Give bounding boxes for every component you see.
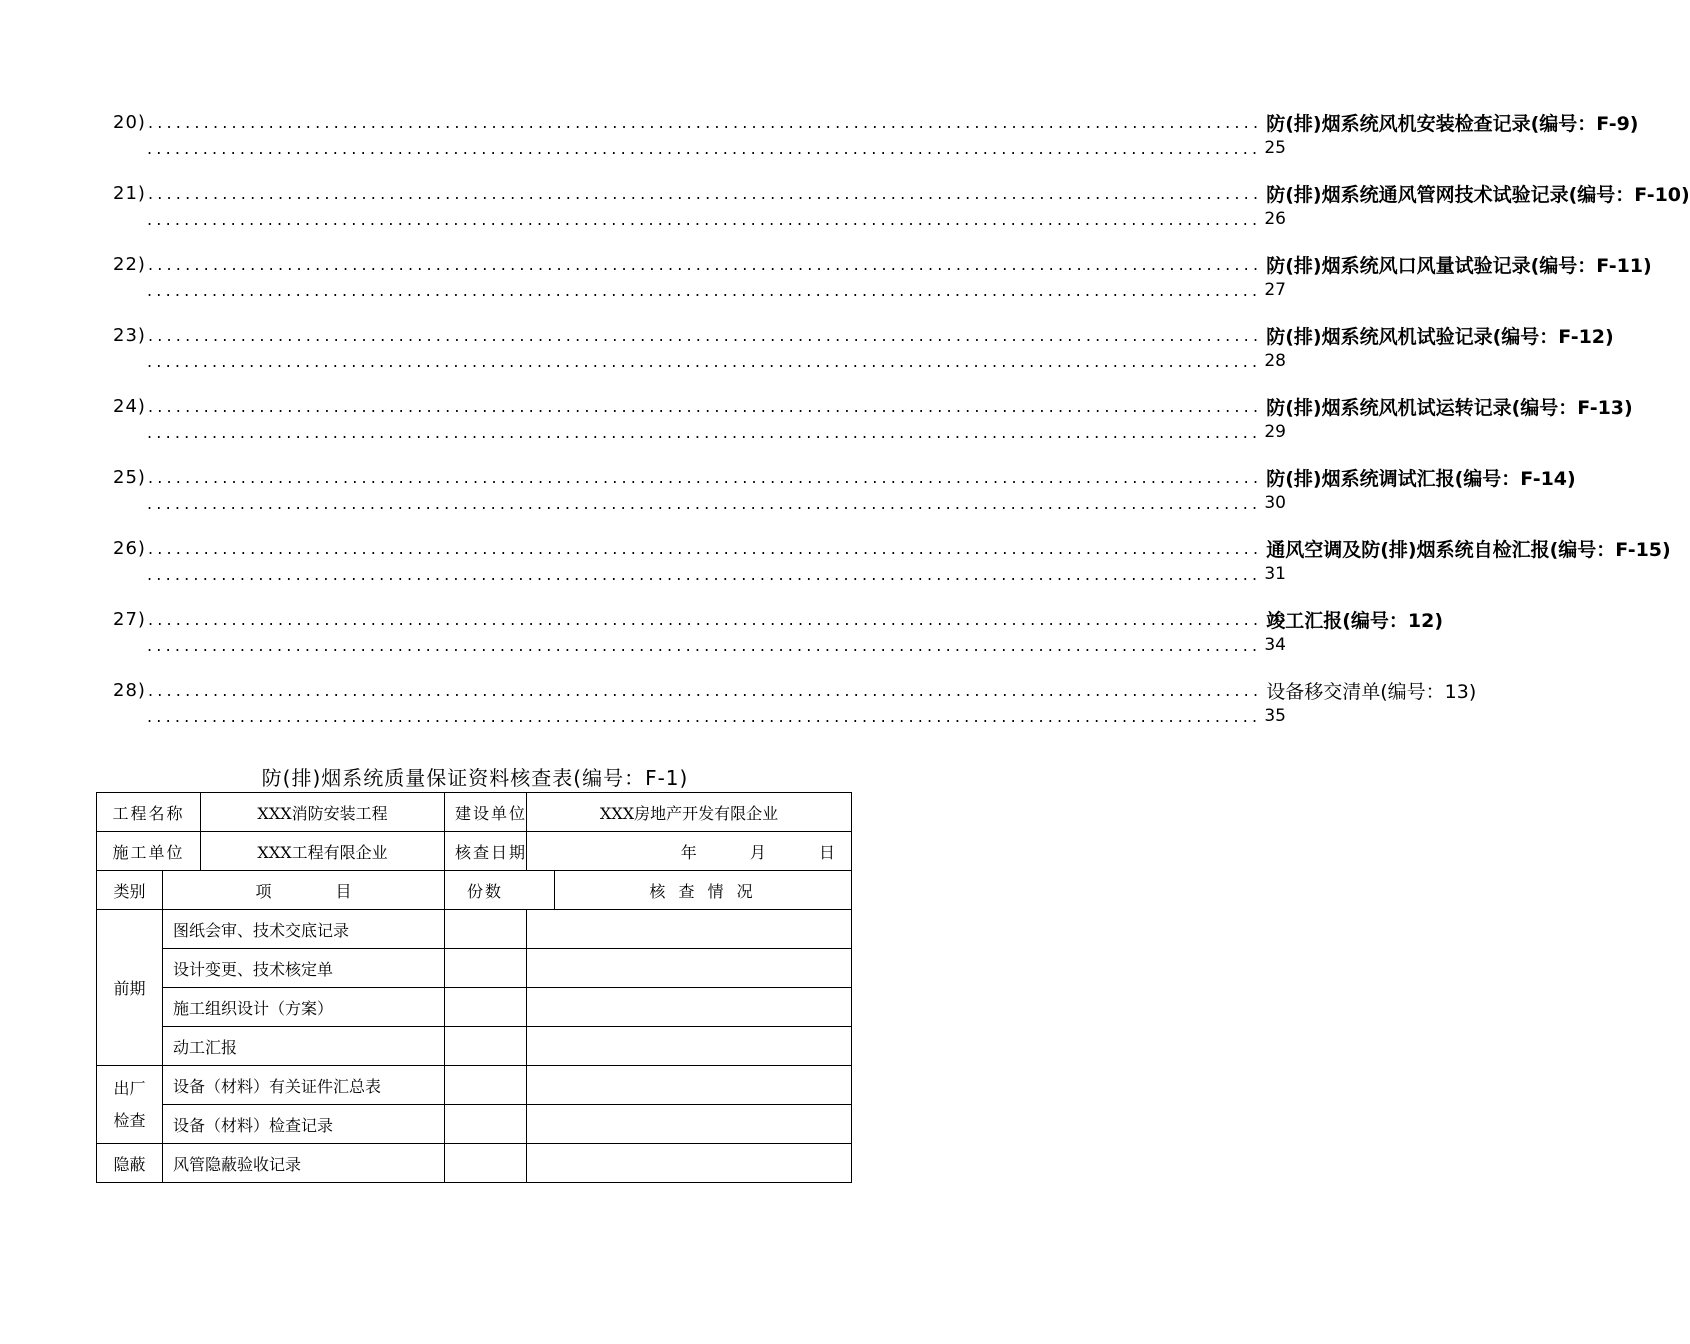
toc-title[interactable]: 防(排)烟系统调试汇报(编号：F-14) <box>1266 467 1576 490</box>
header-status: 核 查 情 况 <box>555 871 852 910</box>
builder-label: 建设单位 <box>445 793 527 832</box>
item-cell: 动工汇报 <box>163 1027 445 1066</box>
item-cell: 设计变更、技术核定单 <box>163 949 445 988</box>
toc-page-number: 27 <box>1264 280 1286 300</box>
toc-number: 26) <box>113 537 146 559</box>
toc-page-number: 25 <box>1264 138 1286 158</box>
table-row <box>97 949 852 988</box>
toc-entry[interactable] <box>113 179 1690 239</box>
contractor-label: 施工单位 <box>97 832 201 871</box>
status-cell[interactable] <box>527 1066 852 1105</box>
category-line: 检查 <box>113 1110 146 1130</box>
toc-page-number: 31 <box>1264 564 1286 584</box>
copies-cell[interactable] <box>445 949 527 988</box>
toc-entry[interactable] <box>113 676 1477 736</box>
quality-check-table <box>96 792 852 1183</box>
toc-title[interactable]: 防(排)烟系统风口风量试验记录(编号：F-11) <box>1266 254 1652 277</box>
copies-cell[interactable] <box>445 1066 527 1105</box>
toc-title[interactable]: 防(排)烟系统风机试运转记录(编号：F-13) <box>1266 396 1633 419</box>
toc-leader: ........................................................................................................................ <box>147 138 1262 158</box>
toc-number: 25) <box>113 466 146 488</box>
item-cell: 风管隐蔽验收记录 <box>163 1144 445 1183</box>
copies-cell[interactable] <box>445 988 527 1027</box>
toc-page-number: 28 <box>1264 351 1286 371</box>
toc-number: 22) <box>113 253 146 275</box>
toc-number: 27) <box>113 608 146 630</box>
toc-page-number: 34 <box>1264 635 1286 655</box>
toc-entry[interactable] <box>113 605 1444 665</box>
toc-title[interactable]: 防(排)烟系统通风管网技术试验记录(编号：F-10) <box>1266 183 1690 206</box>
toc-leader: ........................................................................................................................ <box>147 396 1263 416</box>
toc-leader: ........................................................................................................................ <box>147 635 1262 655</box>
toc-leader: ........................................................................................................................ <box>147 609 1263 629</box>
copies-cell[interactable] <box>445 910 527 949</box>
toc-title[interactable]: 设备移交清单(编号：13) <box>1266 680 1477 703</box>
toc-leader: ........................................................................................................................ <box>147 493 1262 513</box>
builder-value[interactable]: XXX房地产开发有限企业 <box>527 793 852 832</box>
toc-entry[interactable] <box>113 250 1652 310</box>
table-row <box>97 793 852 832</box>
contractor-value[interactable]: XXX工程有限企业 <box>201 832 445 871</box>
toc-leader: ........................................................................................................................ <box>147 351 1262 371</box>
date-day-label: 日 <box>819 842 836 862</box>
toc-leader: ........................................................................................................................ <box>147 325 1263 345</box>
toc-leader: ........................................................................................................................ <box>147 706 1262 726</box>
toc-leader: ........................................................................................................................ <box>147 280 1262 300</box>
table-row <box>97 910 852 949</box>
check-date-value[interactable] <box>527 832 852 871</box>
date-year-label: 年 <box>680 842 697 862</box>
table-row <box>97 1027 852 1066</box>
toc-entry[interactable] <box>113 463 1576 523</box>
copies-cell[interactable] <box>445 1144 527 1183</box>
item-cell: 设备（材料）检查记录 <box>163 1105 445 1144</box>
toc-leader: ........................................................................................................................ <box>147 467 1263 487</box>
project-name-label: 工程名称 <box>97 793 201 832</box>
toc-leader: ........................................................................................................................ <box>147 254 1263 274</box>
project-name-value[interactable]: XXX消防安装工程 <box>201 793 445 832</box>
category-cell <box>97 1066 163 1144</box>
toc-page-number: 26 <box>1264 209 1286 229</box>
status-cell[interactable] <box>527 1027 852 1066</box>
toc-page-number: 29 <box>1264 422 1286 442</box>
table-row <box>97 1105 852 1144</box>
toc-leader: ........................................................................................................................ <box>147 183 1263 203</box>
copies-cell[interactable] <box>445 1027 527 1066</box>
toc-entry[interactable] <box>113 108 1639 168</box>
toc-page-number: 35 <box>1264 706 1286 726</box>
item-cell: 设备（材料）有关证件汇总表 <box>163 1066 445 1105</box>
toc-entry[interactable] <box>113 321 1614 381</box>
table-header-row <box>97 871 852 910</box>
toc-number: 20) <box>113 111 146 133</box>
status-cell[interactable] <box>527 1105 852 1144</box>
table-row <box>97 1144 852 1183</box>
toc-page-number: 30 <box>1264 493 1286 513</box>
status-cell[interactable] <box>527 910 852 949</box>
category-cell: 隐蔽 <box>97 1144 163 1183</box>
category-line: 出厂 <box>113 1078 146 1098</box>
header-copies: 份数 <box>445 871 555 910</box>
toc-title[interactable]: 竣工汇报(编号：12) <box>1266 609 1444 632</box>
toc-title[interactable]: 防(排)烟系统风机试验记录(编号：F-12) <box>1266 325 1614 348</box>
toc-number: 23) <box>113 324 146 346</box>
toc-number: 24) <box>113 395 146 417</box>
status-cell[interactable] <box>527 988 852 1027</box>
toc-leader: ........................................................................................................................ <box>147 422 1262 442</box>
header-category: 类别 <box>97 871 163 910</box>
status-cell[interactable] <box>527 949 852 988</box>
table-row <box>97 988 852 1027</box>
item-cell: 图纸会审、技术交底记录 <box>163 910 445 949</box>
form-title: 防(排)烟系统质量保证资料核查表(编号：F-1) <box>261 766 689 790</box>
category-cell: 前期 <box>97 910 163 1066</box>
toc-leader: ........................................................................................................................ <box>147 209 1262 229</box>
toc-title[interactable]: 通风空调及防(排)烟系统自检汇报(编号：F-15) <box>1266 538 1671 561</box>
toc-leader: ........................................................................................................................ <box>147 564 1262 584</box>
table-row <box>97 832 852 871</box>
toc-entry[interactable] <box>113 392 1633 452</box>
header-item: 项 目 <box>163 871 445 910</box>
status-cell[interactable] <box>527 1144 852 1183</box>
table-row <box>97 1066 852 1105</box>
toc-number: 28) <box>113 679 146 701</box>
toc-number: 21) <box>113 182 146 204</box>
toc-leader: ........................................................................................................................ <box>147 680 1263 700</box>
toc-leader: ........................................................................................................................ <box>147 112 1263 132</box>
toc-title[interactable]: 防(排)烟系统风机安装检查记录(编号：F-9) <box>1266 112 1639 135</box>
toc-entry[interactable] <box>113 534 1671 594</box>
date-month-label: 月 <box>749 842 766 862</box>
check-date-label: 核查日期 <box>445 832 527 871</box>
copies-cell[interactable] <box>445 1105 527 1144</box>
item-cell: 施工组织设计（方案） <box>163 988 445 1027</box>
toc-leader: ........................................................................................................................ <box>147 538 1263 558</box>
